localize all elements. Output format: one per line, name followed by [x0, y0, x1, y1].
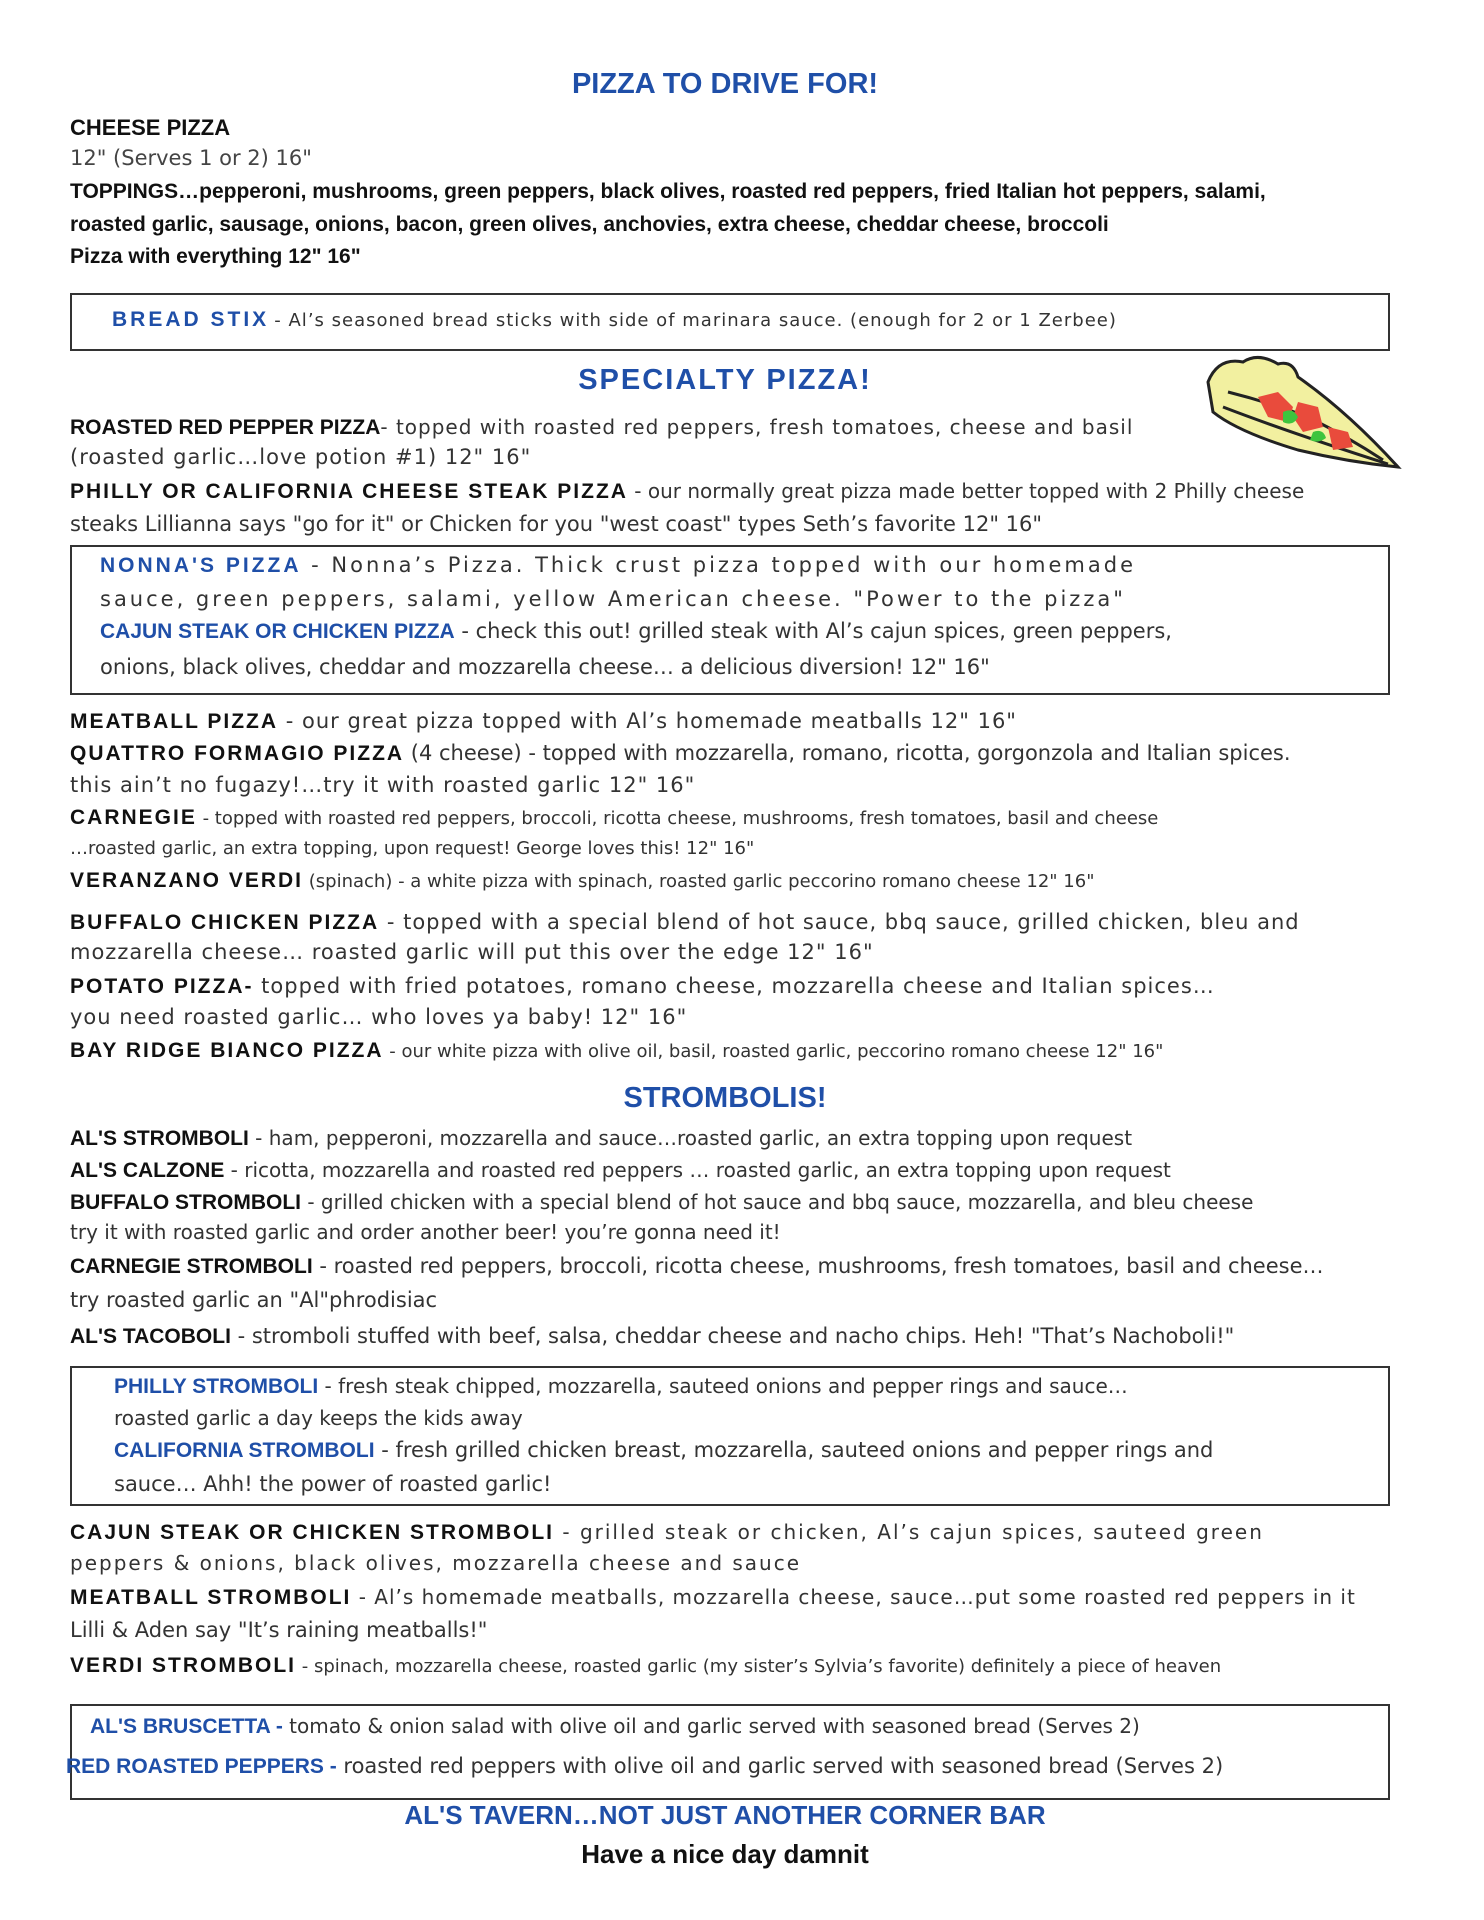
toppings-line-1: TOPPINGS…pepperoni, mushrooms, green peppers, black olives, roasted red peppers, fried Italian hot peppers, salami,: [70, 180, 1266, 203]
item-sizes: 12" (Serves 1 or 2) 16": [70, 146, 312, 170]
item-desc: - roasted red peppers, broccoli, ricotta cheese, mushrooms, fresh tomatoes, basil and cheese…: [312, 1254, 1324, 1278]
item-name: QUATTRO FORMAGIO PIZZA: [70, 742, 405, 765]
specialty-heading: SPECIALTY PIZZA!: [578, 364, 872, 396]
item-desc-cont: try it with roasted garlic and order another beer! you’re gonna need it!: [70, 1220, 781, 1244]
cajun-pizza-item-cont: [100, 655, 990, 679]
item-desc: - ricotta, mozzarella and roasted red peppers … roasted garlic, an extra topping upon request: [224, 1158, 1171, 1182]
item-desc: - fresh grilled chicken breast, mozzarella, sauteed onions and pepper rings and: [374, 1438, 1214, 1462]
item-desc-cont: roasted garlic a day keeps the kids away: [114, 1406, 523, 1430]
item-desc: - topped with roasted red peppers, fresh tomatoes, cheese and basil: [380, 415, 1134, 439]
page-title: PIZZA TO DRIVE FOR!: [571, 68, 879, 100]
buffalo-stromboli: [70, 1190, 1253, 1215]
carnegie-pizza-cont: [70, 838, 754, 859]
buffalo-chicken-pizza-cont: [70, 940, 874, 964]
item-name: PHILLY STROMBOLI: [114, 1375, 319, 1398]
veranzano-verdi-pizza: [70, 869, 1094, 893]
item-desc: - spinach, mozzarella cheese, roasted garlic (my sister’s Sylvia’s favorite) definitely a piece of heaven: [296, 1656, 1222, 1677]
item-desc: - check this out! grilled steak with Al’s cajun spices, green peppers,: [454, 619, 1172, 643]
roasted-red-pepper-pizza: [70, 415, 1133, 440]
item-name: BREAD STIX: [112, 308, 270, 331]
item-name: CAJUN STEAK OR CHICKEN PIZZA: [100, 620, 455, 643]
item-name: CARNEGIE STROMBOLI: [70, 1255, 313, 1278]
item-desc: - topped with roasted red peppers, broccoli, ricotta cheese, mushrooms, fresh tomatoes, basil and cheese: [196, 808, 1159, 829]
item-desc: roasted red peppers with olive oil and garlic served with seasoned bread (Serves 2): [336, 1754, 1224, 1778]
item-desc: - Al’s seasoned bread sticks with side of marinara sauce. (enough for 2 or 1 Zerbee): [274, 310, 1117, 331]
toppings-line-2: roasted garlic, sausage, onions, bacon, green olives, anchovies, extra cheese, cheddar cheese, broccoli: [70, 213, 1109, 236]
item-desc: - topped with a special blend of hot sauce, bbq sauce, grilled chicken, bleu and: [379, 910, 1300, 934]
item-name: VERDI STROMBOLI: [70, 1654, 297, 1677]
als-tacoboli: [70, 1324, 1234, 1349]
philly-stromboli-item: [114, 1374, 1128, 1399]
nonna-cajun-box: [70, 545, 1390, 695]
california-stromboli-item-cont: [114, 1472, 551, 1496]
cajun-stromboli: [70, 1520, 1264, 1545]
item-desc-cont: (roasted garlic…love potion #1) 12" 16": [70, 445, 532, 469]
als-stromboli: [70, 1126, 1132, 1151]
appetizer-box: [66, 1704, 1390, 1800]
item-desc-cont: Lilli & Aden say "It’s raining meatballs!": [70, 1618, 488, 1642]
potato-pizza: [70, 974, 1215, 999]
cheese-pizza-sizes: [70, 146, 312, 170]
item-desc: - stromboli stuffed with beef, salsa, cheddar cheese and nacho chips. Heh! "That’s Nachoboli!": [230, 1324, 1235, 1348]
item-desc: (spinach) - a white pizza with spinach, roasted garlic peccorino romano cheese 12" 16": [303, 871, 1095, 892]
item-name: RED ROASTED PEPPERS -: [66, 1755, 337, 1778]
carnegie-stromboli: [70, 1254, 1324, 1279]
quattro-formagio-pizza-cont: [70, 773, 695, 797]
quattro-formagio-pizza: [70, 741, 1291, 766]
potato-pizza-cont: [70, 1005, 687, 1029]
item-name: ROASTED RED PEPPER PIZZA: [70, 416, 381, 439]
bay-ridge-bianco-pizza: [70, 1039, 1163, 1063]
cajun-stromboli-cont: [70, 1551, 801, 1575]
item-desc: topped with fried potatoes, romano cheese, mozzarella cheese and Italian spices…: [253, 974, 1215, 998]
carnegie-pizza: [70, 806, 1158, 830]
nonna-pizza-item-cont: [100, 587, 1126, 611]
item-desc-cont: mozzarella cheese… roasted garlic will put this over the edge 12" 16": [70, 940, 874, 964]
roasted-peppers-item: [66, 1754, 1223, 1779]
item-desc: - Nonna’s Pizza. Thick crust pizza topped with our homemade: [301, 553, 1136, 577]
item-desc: tomato & onion salad with olive oil and garlic served with seasoned bread (Serves 2): [282, 1714, 1140, 1738]
item-desc: - ham, pepperoni, mozzarella and sauce…roasted garlic, an extra topping upon request: [248, 1126, 1133, 1150]
bruscetta-item: [90, 1714, 1140, 1739]
item-desc: - our normally great pizza made better topped with 2 Philly cheese: [627, 479, 1305, 503]
item-name: CARNEGIE: [70, 806, 197, 829]
item-desc: - our great pizza topped with Al’s homemade meatballs 12" 16": [278, 709, 1017, 733]
item-desc-cont: steaks Lillianna says "go for it" or Chicken for you "west coast" types Seth’s favorite 12" 16": [70, 512, 1043, 536]
item-name: AL'S BRUSCETTA -: [90, 1715, 283, 1738]
pizza-slice-icon: [1198, 352, 1408, 482]
item-desc: - grilled steak or chicken, Al’s cajun spices, sauteed green: [554, 1520, 1264, 1544]
roasted-red-pepper-pizza-cont: [70, 445, 531, 469]
philly-california-pizza: [70, 479, 1304, 504]
bread-stix-box: [70, 293, 1390, 351]
item-desc-cont: …roasted garlic, an extra topping, upon request! George loves this! 12" 16": [70, 838, 755, 859]
philly-stromboli-item-cont: [114, 1406, 523, 1430]
item-name: CALIFORNIA STROMBOLI: [114, 1439, 375, 1462]
item-desc: - grilled chicken with a special blend of hot sauce and bbq sauce, mozzarella, and bleu cheese: [300, 1190, 1254, 1214]
item-desc: - our white pizza with olive oil, basil, roasted garlic, peccorino romano cheese 12" 16": [383, 1041, 1164, 1062]
item-name: AL'S STROMBOLI: [70, 1127, 249, 1150]
nonna-pizza-item: [100, 553, 1136, 578]
strombolis-heading: STROMBOLIS!: [623, 1082, 827, 1114]
item-name: BUFFALO CHICKEN PIZZA: [70, 911, 380, 934]
signoff: Have a nice day damnit: [581, 1839, 869, 1869]
item-desc-cont: sauce… Ahh! the power of roasted garlic!: [114, 1472, 552, 1496]
pizza-everything: Pizza with everything 12" 16": [70, 245, 361, 268]
item-name: AL'S TACOBOLI: [70, 1325, 231, 1348]
item-name: POTATO PIZZA-: [70, 975, 254, 998]
item-desc-cont: try roasted garlic an "Al"phrodisiac: [70, 1288, 438, 1312]
philly-california-pizza-cont: [70, 512, 1042, 536]
meatball-pizza: [70, 709, 1017, 734]
item-name: AL'S CALZONE: [70, 1159, 225, 1182]
item-desc-cont: onions, black olives, cheddar and mozzarella cheese… a delicious diversion! 12" 16": [100, 655, 990, 679]
meatball-stromboli-cont: [70, 1618, 487, 1642]
item-name: MEATBALL STROMBOLI: [70, 1586, 352, 1609]
item-desc: (4 cheese) - topped with mozzarella, romano, ricotta, gorgonzola and Italian spices.: [404, 741, 1291, 765]
verdi-stromboli: [70, 1654, 1221, 1678]
buffalo-chicken-pizza: [70, 910, 1300, 935]
carnegie-stromboli-cont: [70, 1288, 437, 1312]
item-name: PHILLY OR CALIFORNIA CHEESE STEAK PIZZA: [70, 480, 628, 503]
meatball-stromboli: [70, 1585, 1356, 1610]
cajun-pizza-item: [100, 619, 1172, 644]
item-desc: - fresh steak chipped, mozzarella, sauteed onions and pepper rings and sauce…: [318, 1374, 1128, 1398]
item-name: MEATBALL PIZZA: [70, 710, 279, 733]
philly-california-stromboli-box: [70, 1366, 1390, 1506]
item-name: NONNA'S PIZZA: [100, 554, 302, 577]
tavern-tagline: AL'S TAVERN…NOT JUST ANOTHER CORNER BAR: [404, 1800, 1046, 1830]
bread-stix-item: [112, 308, 1117, 332]
buffalo-stromboli-cont: [70, 1220, 781, 1244]
item-name: CHEESE PIZZA: [70, 115, 231, 140]
item-desc-cont: peppers & onions, black olives, mozzarella cheese and sauce: [70, 1551, 802, 1575]
item-desc-cont: this ain’t no fugazy!…try it with roasted garlic 12" 16": [70, 773, 696, 797]
item-name: BUFFALO STROMBOLI: [70, 1191, 301, 1214]
item-name: CAJUN STEAK OR CHICKEN STROMBOLI: [70, 1521, 555, 1544]
als-calzone: [70, 1158, 1171, 1183]
california-stromboli-item: [114, 1438, 1213, 1463]
item-desc-cont: you need roasted garlic… who loves ya baby! 12" 16": [70, 1005, 688, 1029]
item-desc: - Al’s homemade meatballs, mozzarella cheese, sauce…put some roasted red peppers in it: [351, 1585, 1356, 1609]
cheese-pizza-item: [70, 115, 230, 141]
item-name: BAY RIDGE BIANCO PIZZA: [70, 1039, 384, 1062]
item-name: VERANZANO VERDI: [70, 869, 304, 892]
item-desc-cont: sauce, green peppers, salami, yellow American cheese. "Power to the pizza": [100, 587, 1126, 611]
